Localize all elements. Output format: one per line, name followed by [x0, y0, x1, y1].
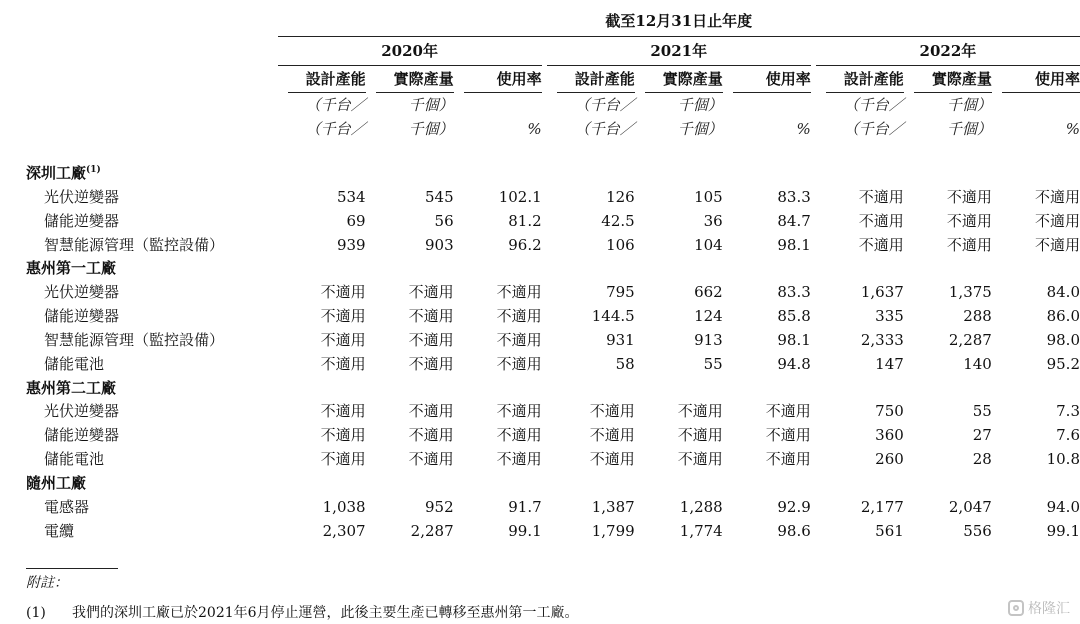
- value-cell: 106: [606, 235, 635, 254]
- value-cell: 7.6: [1056, 426, 1080, 445]
- value-cell: 105: [694, 187, 723, 206]
- footnote-title: 附註：: [26, 575, 68, 591]
- value-cell: 不適用: [1034, 211, 1080, 230]
- value-cell: 91.7: [508, 497, 542, 516]
- value-cell: 不適用: [408, 330, 454, 349]
- value-cell: 不適用: [858, 235, 904, 254]
- value-cell: 1,375: [948, 283, 992, 302]
- value-cell: 1,288: [679, 497, 723, 516]
- factory-label: [26, 159, 1080, 186]
- unit-label: 千個）: [677, 120, 723, 138]
- column-header-label: 設計產能: [557, 66, 635, 93]
- product-label: 電纜: [44, 521, 75, 540]
- table-row: [26, 305, 1080, 329]
- value-cell: 86.0: [1046, 307, 1080, 326]
- value-cell: 7.3: [1056, 402, 1080, 421]
- value-cell: 102.1: [498, 187, 542, 206]
- product-label: 儲能逆變器: [44, 307, 120, 326]
- value-cell: 42.5: [601, 211, 635, 230]
- value-cell: 98.1: [777, 330, 811, 349]
- value-cell: 84.0: [1046, 283, 1080, 302]
- spacer: [26, 141, 1080, 159]
- capacity-table: [26, 6, 1080, 544]
- value-cell: 不適用: [320, 307, 366, 326]
- value-cell: 不適用: [677, 402, 723, 421]
- year-header: 2021年: [547, 37, 811, 66]
- product-label: 電感器: [44, 497, 90, 516]
- value-cell: 288: [963, 307, 992, 326]
- factory-name: 惠州第二工廠: [26, 378, 117, 397]
- unit-label: （千台／: [574, 120, 635, 138]
- value-cell: 96.2: [508, 235, 542, 254]
- logo-icon: [1008, 600, 1024, 616]
- value-cell: 不適用: [589, 402, 635, 421]
- value-cell: 750: [875, 402, 904, 421]
- value-cell: 2,287: [410, 521, 454, 540]
- value-cell: 不適用: [408, 426, 454, 445]
- value-cell: 2,333: [860, 330, 904, 349]
- value-cell: 不適用: [589, 450, 635, 469]
- factory-label: [26, 377, 1080, 401]
- table-row: [26, 424, 1080, 448]
- column-header: [366, 66, 454, 94]
- table-row: [26, 448, 1080, 472]
- value-cell: 104: [694, 235, 723, 254]
- footnote-ref: (1): [86, 165, 101, 175]
- header-spacer: [26, 66, 278, 94]
- value-cell: 83.3: [777, 283, 811, 302]
- header-title: 截至12月31日止年度: [278, 6, 1080, 37]
- value-cell: 不適用: [320, 330, 366, 349]
- footnote-text: 我們的深圳工廠已於2021年6月停止運營，此後主要生產已轉移至惠州第一工廠。: [72, 605, 579, 621]
- value-cell: 69: [346, 211, 366, 230]
- year-header: 2022年: [816, 37, 1080, 66]
- value-cell: 556: [963, 521, 992, 540]
- value-cell: 94.8: [777, 354, 811, 373]
- value-cell: 10.8: [1046, 450, 1080, 469]
- footnote-item: [26, 602, 579, 622]
- column-header-label: 實際產量: [645, 66, 723, 93]
- header-spacer: [26, 37, 278, 66]
- unit-label: （千台／: [305, 96, 366, 114]
- value-cell: 不適用: [496, 330, 542, 349]
- value-cell: 83.3: [777, 187, 811, 206]
- value-cell: 不適用: [765, 402, 811, 421]
- value-cell: 不適用: [1034, 187, 1080, 206]
- value-cell: 126: [606, 187, 635, 206]
- value-cell: 不適用: [496, 402, 542, 421]
- value-cell: 不適用: [677, 426, 723, 445]
- unit-label: %: [796, 120, 811, 138]
- group-row: [26, 257, 1080, 281]
- product-label: 儲能電池: [44, 450, 105, 469]
- value-cell: 56: [434, 211, 454, 230]
- value-cell: 1,774: [679, 521, 723, 540]
- unit-label: 千個）: [408, 120, 454, 138]
- value-cell: 不適用: [765, 426, 811, 445]
- value-cell: 不適用: [496, 450, 542, 469]
- value-cell: 903: [424, 235, 454, 254]
- value-cell: 81.2: [508, 211, 542, 230]
- value-cell: 140: [963, 354, 992, 373]
- value-cell: 1,038: [322, 497, 366, 516]
- table-row: [26, 520, 1080, 544]
- value-cell: 99.1: [508, 521, 542, 540]
- value-cell: 58: [615, 354, 635, 373]
- value-cell: 不適用: [946, 235, 992, 254]
- value-cell: 55: [703, 354, 723, 373]
- unit-spacer: [26, 93, 278, 117]
- group-row: [26, 472, 1080, 496]
- table-row: [26, 210, 1080, 234]
- table-row: [26, 329, 1080, 353]
- value-cell: 28: [972, 450, 992, 469]
- value-cell: 不適用: [496, 426, 542, 445]
- column-header: [635, 66, 723, 94]
- value-cell: 84.7: [777, 211, 811, 230]
- unit-spacer: [26, 117, 278, 141]
- unit-label: （千台／: [843, 120, 904, 138]
- value-cell: 不適用: [1034, 235, 1080, 254]
- unit-label: （千台／: [574, 96, 635, 114]
- value-cell: 不適用: [320, 450, 366, 469]
- value-cell: 95.2: [1046, 354, 1080, 373]
- value-cell: 不適用: [677, 450, 723, 469]
- product-label: 光伏逆變器: [44, 187, 120, 206]
- table-row: [26, 400, 1080, 424]
- value-cell: 不適用: [320, 426, 366, 445]
- table-row: [26, 353, 1080, 377]
- unit-label: 千個）: [677, 96, 723, 114]
- watermark: [1008, 598, 1070, 618]
- footnote-rule: [26, 568, 118, 569]
- column-header-label: 實際產量: [376, 66, 454, 93]
- value-cell: 952: [424, 497, 454, 516]
- column-header: [547, 66, 635, 94]
- table-row: [26, 234, 1080, 258]
- table-row: [26, 281, 1080, 305]
- value-cell: 913: [694, 330, 723, 349]
- column-header: [454, 66, 542, 94]
- value-cell: 545: [424, 187, 454, 206]
- column-header-label: 使用率: [1002, 66, 1080, 93]
- value-cell: 不適用: [858, 187, 904, 206]
- unit-label: %: [1065, 120, 1080, 138]
- value-cell: 2,287: [948, 330, 992, 349]
- product-label: 光伏逆變器: [44, 283, 120, 302]
- footnote-mark: (1): [26, 605, 46, 621]
- product-label: 儲能逆變器: [44, 211, 120, 230]
- value-cell: 不適用: [320, 283, 366, 302]
- column-header-label: 設計產能: [288, 66, 366, 93]
- value-cell: 27: [972, 426, 992, 445]
- value-cell: 144.5: [591, 307, 635, 326]
- value-cell: 不適用: [408, 450, 454, 469]
- year-header: 2020年: [278, 37, 542, 66]
- value-cell: 85.8: [777, 307, 811, 326]
- column-header: [816, 66, 904, 94]
- value-cell: 不適用: [496, 354, 542, 373]
- column-header-label: 使用率: [464, 66, 542, 93]
- value-cell: 335: [875, 307, 904, 326]
- factory-name: 惠州第一工廠: [26, 259, 117, 278]
- column-header: [904, 66, 992, 94]
- group-row: [26, 377, 1080, 401]
- value-cell: 260: [875, 450, 904, 469]
- table-row: [26, 496, 1080, 520]
- value-cell: 147: [875, 354, 904, 373]
- value-cell: 1,637: [860, 283, 904, 302]
- value-cell: 不適用: [320, 402, 366, 421]
- column-header: [992, 66, 1080, 94]
- product-label: 光伏逆變器: [44, 402, 120, 421]
- unit-label: 千個）: [946, 120, 992, 138]
- value-cell: 2,307: [322, 521, 366, 540]
- product-label: 儲能逆變器: [44, 426, 120, 445]
- footnotes: [26, 568, 579, 622]
- value-cell: 不適用: [589, 426, 635, 445]
- value-cell: 534: [336, 187, 366, 206]
- value-cell: 98.0: [1046, 330, 1080, 349]
- value-cell: 662: [694, 283, 723, 302]
- factory-name: 深圳工廠: [26, 164, 87, 182]
- unit-label: 千個）: [946, 96, 992, 114]
- value-cell: 561: [875, 521, 904, 540]
- product-label: 智慧能源管理（監控設備）: [44, 235, 225, 254]
- unit-label: [723, 93, 811, 117]
- column-header: [723, 66, 811, 94]
- value-cell: 1,799: [591, 521, 635, 540]
- value-cell: 36: [703, 211, 723, 230]
- value-cell: 2,047: [948, 497, 992, 516]
- column-header-label: 設計產能: [826, 66, 904, 93]
- value-cell: 939: [336, 235, 366, 254]
- header-spacer: [26, 6, 278, 37]
- value-cell: 99.1: [1046, 521, 1080, 540]
- watermark-text: 格隆汇: [1028, 601, 1070, 617]
- product-label: 智慧能源管理（監控設備）: [44, 330, 225, 349]
- column-header-label: 實際產量: [914, 66, 992, 93]
- value-cell: 不適用: [858, 211, 904, 230]
- value-cell: 不適用: [496, 307, 542, 326]
- value-cell: 不適用: [408, 283, 454, 302]
- value-cell: 不適用: [408, 402, 454, 421]
- value-cell: 124: [694, 307, 723, 326]
- unit-label: （千台／: [843, 96, 904, 114]
- factory-label: [26, 472, 1080, 496]
- value-cell: 55: [972, 402, 992, 421]
- value-cell: 不適用: [408, 354, 454, 373]
- column-header-label: 使用率: [733, 66, 811, 93]
- value-cell: 不適用: [408, 307, 454, 326]
- factory-name: 隨州工廠: [26, 473, 87, 492]
- product-label: 儲能電池: [44, 354, 105, 373]
- value-cell: 不適用: [765, 450, 811, 469]
- value-cell: 94.0: [1046, 497, 1080, 516]
- value-cell: 不適用: [946, 211, 992, 230]
- column-header: [278, 66, 366, 94]
- value-cell: 不適用: [496, 283, 542, 302]
- unit-label: 千個）: [408, 96, 454, 114]
- value-cell: 98.1: [777, 235, 811, 254]
- group-row: [26, 159, 1080, 186]
- value-cell: 931: [606, 330, 635, 349]
- value-cell: 1,387: [591, 497, 635, 516]
- unit-label: [992, 93, 1080, 117]
- value-cell: 2,177: [860, 497, 904, 516]
- value-cell: 360: [875, 426, 904, 445]
- factory-label: [26, 257, 1080, 281]
- value-cell: 92.9: [777, 497, 811, 516]
- table-row: [26, 186, 1080, 210]
- unit-label: （千台／: [305, 120, 366, 138]
- value-cell: 98.6: [777, 521, 811, 540]
- value-cell: 不適用: [946, 187, 992, 206]
- unit-label: [454, 93, 542, 117]
- value-cell: 795: [606, 283, 635, 302]
- unit-label: %: [527, 120, 542, 138]
- value-cell: 不適用: [320, 354, 366, 373]
